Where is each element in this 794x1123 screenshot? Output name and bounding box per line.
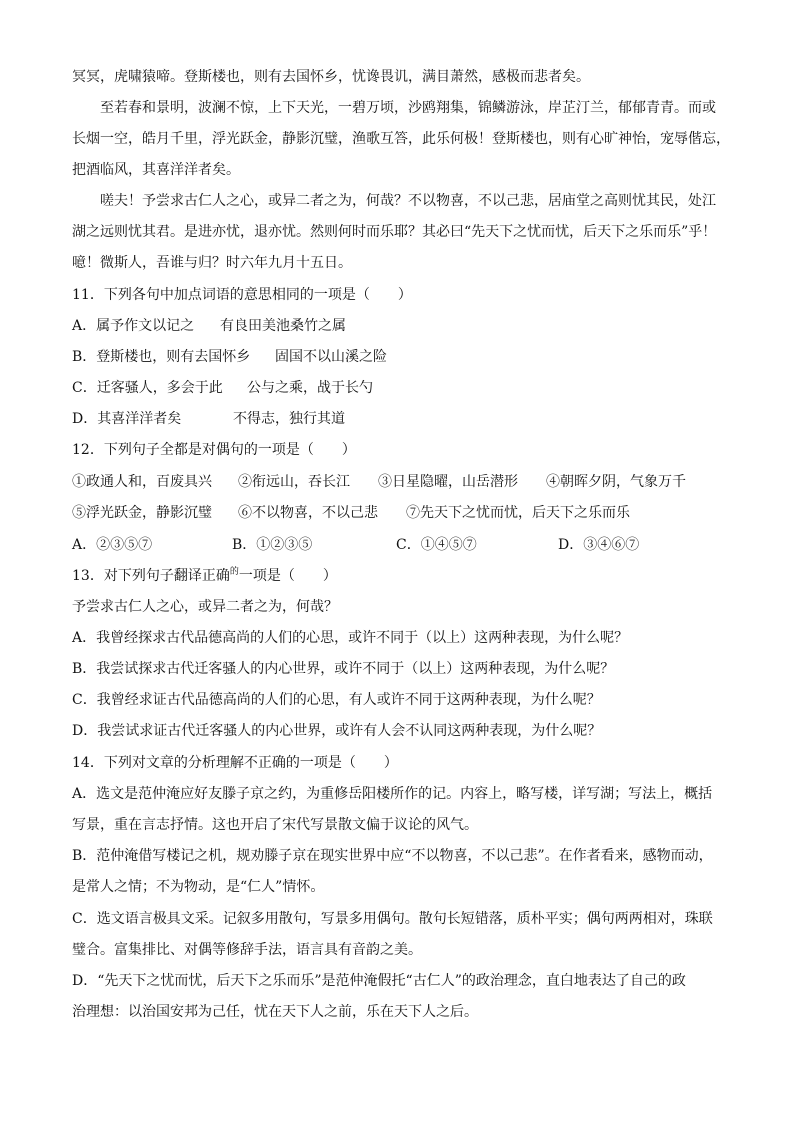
q11-option-c (72, 378, 373, 398)
question-14-stem: 14．下列对文章的分析理解不正确的一项是（ ） (72, 755, 398, 771)
q12-sentence: ①政通人和，百废具兴 (72, 474, 212, 490)
q11-option-c-second: 公与之乘，战于长勺 (247, 380, 373, 396)
q11-option-a-first: A．属予作文以记之 (72, 318, 195, 334)
q11-option-d-first: D．其喜洋洋者矣 (72, 411, 182, 427)
q11-option-d-second: 不得志，独行其道 (233, 411, 345, 427)
q14-option-d-line2: 治理想：以治国安邦为己任，忧在天下人之前，乐在天下人之后。 (72, 1004, 478, 1020)
q12-sentences-row (72, 503, 630, 523)
q11-option-a-second: 有良田美池桑竹之属 (220, 318, 346, 334)
q13-stem-part: 一项是（ ） (238, 568, 337, 584)
q14-option-a-line2: 写景，重在言志抒情。这也开启了宋代写景散文偏于议论的风气。 (72, 817, 478, 833)
q11-option-b-first: B．登斯楼也，则有去国怀乡 (72, 349, 251, 365)
q12-options-row (72, 535, 640, 555)
q14-option-b-line2: 是常人之情；不为物动，是“仁人”情怀。 (72, 879, 325, 895)
passage-line: 长烟一空，皓月千里，浮光跃金，静影沉璧，渔歌互答，此乐何极！登斯楼也，则有心旷神怡，宠辱偕忘， (72, 131, 730, 147)
q14-option-c-line1: C．选文语言极具文采。记叙多用散句，写景多用偶句。散句长短错落，质朴平实；偶句两两相对，珠联 (72, 911, 713, 927)
q12-sentence: ⑥不以物喜，不以己悲 (238, 505, 378, 521)
q12-sentence: ⑦先天下之忧而忧，后天下之乐而乐 (406, 505, 630, 521)
passage-line: 至若春和景明，波澜不惊，上下天光，一碧万顷，沙鸥翔集，锦鳞游泳，岸芷汀兰，郁郁青青。而或 (100, 100, 716, 116)
q13-sentence: 予尝求古仁人之心，或异二者之为，何哉？ (72, 599, 338, 615)
passage-line: 把酒临风，其喜洋洋者矣。 (72, 162, 240, 178)
q12-sentence: ④朝晖夕阴，气象万千 (546, 474, 686, 490)
q12-option-d: D．③④⑥⑦ (558, 537, 640, 553)
q13-stem-part: 13．对下列句子翻译正确 (72, 568, 230, 584)
q13-option-c: C．我曾经求证古代品德高尚的人们的心思，有人或许不同于这两种表现，为什么呢？ (72, 692, 601, 708)
q13-stem-superscript: 的 (229, 567, 239, 577)
q14-option-c-line2: 璧合。富集排比、对偶等修辞手法，语言具有音韵之美。 (72, 942, 422, 958)
q14-option-d-line1: D．“先天下之忧而忧，后天下之乐而乐”是范仲淹假托“古仁人”的政治理念，直白地表达了自己的政 (72, 973, 686, 989)
passage-line: 嗟夫！予尝求古仁人之心，或异二者之为，何哉？不以物喜，不以己悲，居庙堂之高则忧其民，处江 (100, 193, 716, 209)
q12-option-c: C．①④⑤⑦ (396, 537, 477, 553)
q11-option-a (72, 316, 346, 336)
q12-sentence: ③日星隐曜，山岳潜形 (378, 474, 518, 490)
q11-option-b (72, 347, 387, 367)
question-11-stem: 11．下列各句中加点词语的意思相同的一项是（ ） (72, 287, 412, 303)
question-13-stem (72, 566, 337, 588)
q12-sentence: ②衔远山，吞长江 (238, 474, 350, 490)
q13-option-a: A．我曾经探求古代品德高尚的人们的心思，或许不同于（以上）这两种表现，为什么呢？ (72, 630, 629, 646)
passage-line: 湖之远则忧其君。是进亦忧，退亦忧。然则何时而乐耶？其必曰“先天下之忧而忧，后天下之乐而乐”乎！ (72, 224, 717, 240)
q14-option-a-line1: A．选文是范仲淹应好友滕子京之约，为重修岳阳楼所作的记。内容上，略写楼，详写湖；写法上，概括 (72, 786, 713, 802)
passage-line: 噫！微斯人，吾谁与归？时六年九月十五日。 (72, 255, 352, 271)
question-12-stem: 12．下列句子全都是对偶句的一项是（ ） (72, 442, 356, 458)
q12-sentence: ⑤浮光跃金，静影沉璧 (72, 505, 212, 521)
q13-option-d: D．我尝试求证古代迁客骚人的内心世界，或许有人会不认同这两种表现，为什么呢？ (72, 723, 602, 739)
q12-option-a: A．②③⑤⑦ (72, 537, 153, 553)
q11-option-d (72, 409, 345, 429)
q11-option-b-second: 固国不以山溪之险 (275, 349, 387, 365)
q12-option-b: B．①②③⑤ (232, 537, 313, 553)
q12-sentences-row (72, 472, 686, 492)
q11-option-c-first: C．迁客骚人，多会于此 (72, 380, 223, 396)
q13-option-b: B．我尝试探求古代迁客骚人的内心世界，或许不同于（以上）这两种表现，为什么呢？ (72, 661, 615, 677)
q14-option-b-line1: B．范仲淹借写楼记之机，规劝滕子京在现实世界中应“不以物喜，不以己悲”。在作者看来，感物而动， (72, 848, 713, 864)
passage-line: 冥冥，虎啸猿啼。登斯楼也，则有去国怀乡，忧谗畏讥，满目萧然，感极而悲者矣。 (72, 69, 590, 85)
